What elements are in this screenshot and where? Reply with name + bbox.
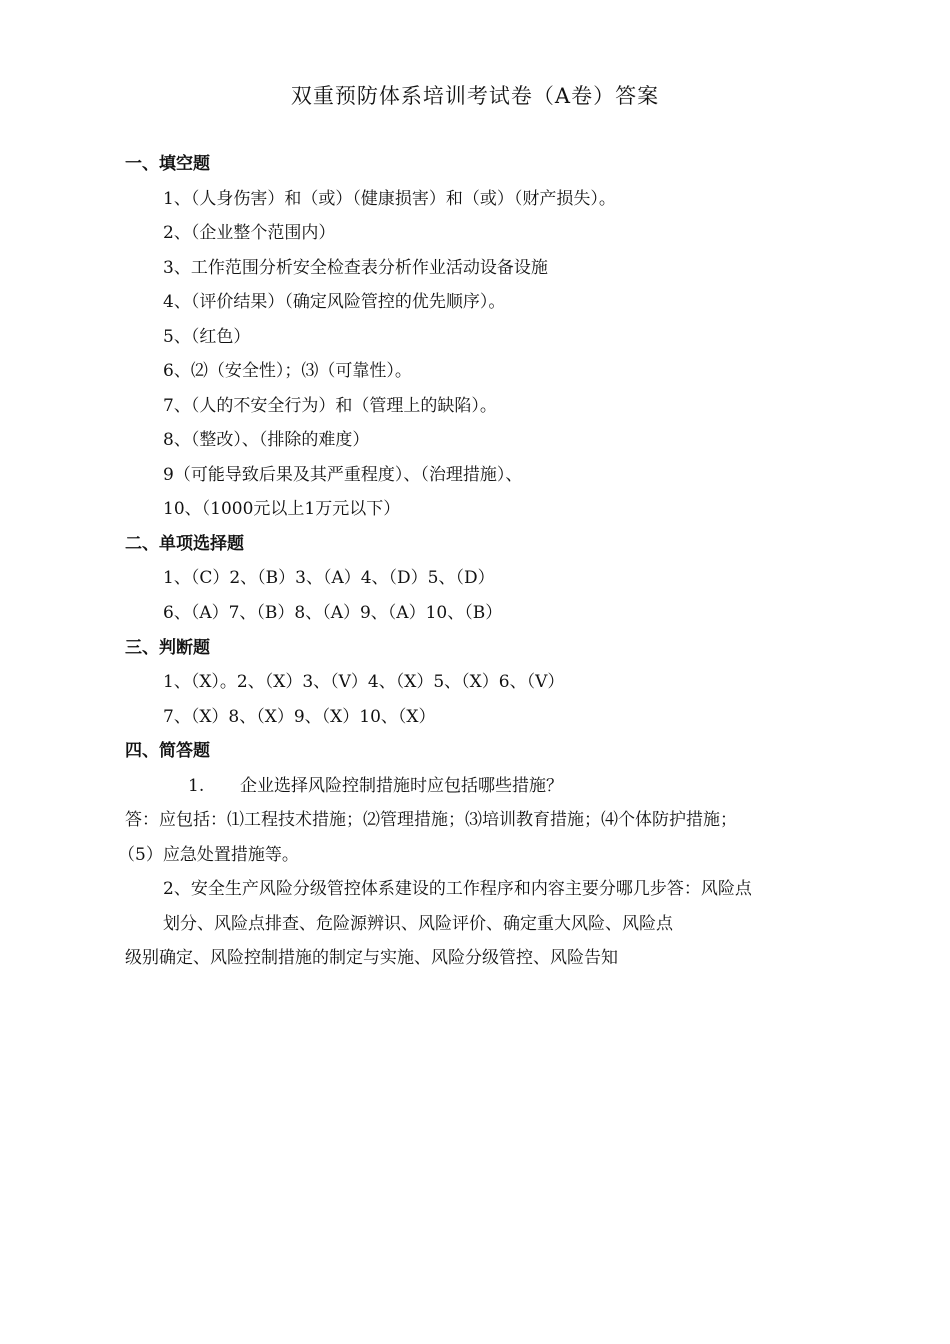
fill-answer-1: 1、（人身伤害）和（或）（健康损害）和（或）（财产损失）。	[163, 189, 616, 209]
section-heading-judgment: 三、判断题	[125, 638, 210, 658]
short-answer-question-1	[188, 774, 563, 798]
choice-answers-row-2: 6、（A）7、（B）8、（A）9、（A）10、（B）	[163, 603, 503, 623]
short-answer-2-line-2: 划分、风险点排查、危险源辨识、风险评价、确定重大风险、风险点	[163, 914, 673, 934]
judgment-answers-row-2: 7、（X）8、（X）9、（X）10、（X）	[163, 707, 436, 727]
short-answer-1-line-2: （5）应急处置措施等。	[118, 845, 299, 865]
short-answer-2-line-3: 级别确定、风险控制措施的制定与实施、风险分级管控、风险告知	[125, 948, 618, 968]
section-heading-fill: 一、填空题	[125, 154, 210, 174]
fill-answer-7: 7、（人的不安全行为）和（管理上的缺陷）。	[163, 396, 497, 416]
choice-answers-row-1: 1、（C）2、（B）3、（A）4、（D）5、（D）	[163, 568, 495, 588]
fill-answer-3: 3、工作范围分析安全检查表分析作业活动设备设施	[163, 258, 548, 278]
fill-answer-2: 2、（企业整个范围内）	[163, 223, 336, 243]
fill-answer-6: 6、⑵（安全性）；⑶（可靠性）。	[163, 361, 412, 381]
fill-answer-8: 8、（整改）、（排除的难度）	[163, 430, 370, 450]
question-text: 企业选择风险控制措施时应包括哪些措施？	[240, 776, 563, 796]
short-answer-1-line-1: 答：应包括：⑴工程技术措施；⑵管理措施；⑶培训教育措施；⑷个体防护措施；	[125, 810, 737, 830]
fill-answer-10: 10、（1000元以上1万元以下）	[163, 499, 401, 519]
fill-answer-5: 5、（红色）	[163, 327, 251, 347]
section-heading-short-answer: 四、简答题	[125, 741, 210, 761]
fill-answer-9: 9（可能导致后果及其严重程度）、（治理措施）、	[163, 465, 523, 485]
section-heading-single-choice: 二、单项选择题	[125, 534, 244, 554]
document-title: 双重预防体系培训考试卷（A卷）答案	[290, 84, 660, 108]
short-answer-2-line-1: 2、安全生产风险分级管控体系建设的工作程序和内容主要分哪几步答：风险点	[163, 879, 752, 899]
judgment-answers-row-1: 1、（X）。2、（X）3、（V）4、（X）5、（X）6、（V）	[163, 672, 565, 692]
question-number: 1.	[188, 776, 205, 796]
fill-answer-4: 4、（评价结果）（确定风险管控的优先顺序）。	[163, 292, 506, 312]
